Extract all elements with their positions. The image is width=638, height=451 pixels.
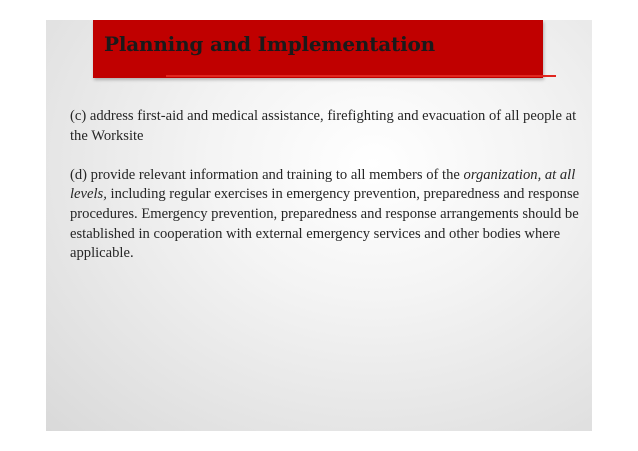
page-title: Planning and Implementation xyxy=(104,32,435,56)
paragraph-d-rest: including regular exercises in emergency prevention, preparedness and response procedures. Emergency prevention, preparedness and response arrangements should be established in cooperation with external emergency services and other bodies where applicable. xyxy=(70,186,580,262)
paragraph-c: (c) address first-aid and medical assistance, firefighting and evacuation of all people at the Worksite xyxy=(70,108,577,144)
slide xyxy=(46,20,592,431)
slide-body xyxy=(70,107,586,283)
title-underline xyxy=(166,75,556,77)
paragraph-d xyxy=(70,166,586,264)
paragraph-d-lead: (d) provide relevant information and training to all members of the xyxy=(70,166,460,183)
title-banner xyxy=(93,20,543,78)
paragraph-d-italic: organization, at all levels, xyxy=(70,166,576,203)
